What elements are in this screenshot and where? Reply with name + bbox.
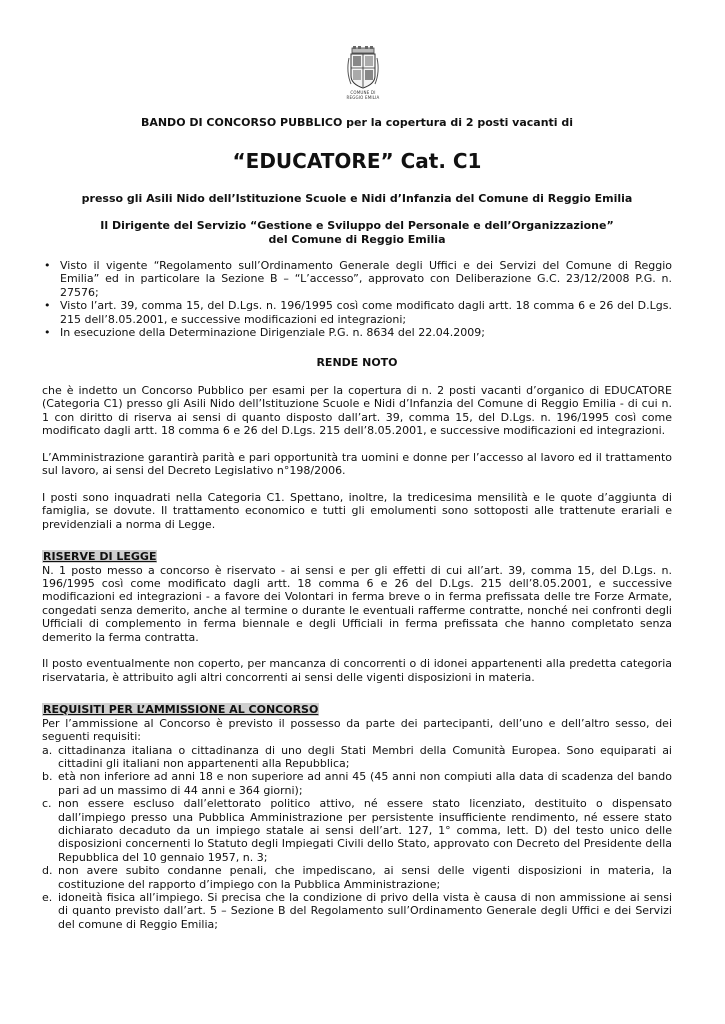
riserve-section — [42, 545, 672, 685]
item-letter: a. — [42, 743, 53, 757]
announcement-paragraph: che è indetto un Concorso Pubblico per esami per la copertura di n. 2 posti vacanti d’organico di EDUCATORE (Categoria C1) presso gli Asili Nido dell’Istituzione Scuole e Nidi d’Infanzia del Comune di Reggio Emilia - di cui n. 1 con diritto di riserva ai sensi di quanto disposto dall’art. 39, comma 15, del D.Lgs. n. 196/1995 così come modificato dagli artt. 18 comma 6 e 26 del D.Lgs. 215 dell’8.05.2001, e successive modificazioni ed integrazioni. — [42, 383, 672, 438]
municipal-coat-of-arms — [340, 46, 386, 106]
list-item — [42, 259, 672, 299]
bando-heading: BANDO DI CONCORSO PUBBLICO per la copertura di 2 posti vacanti di — [140, 116, 574, 129]
list-item — [42, 797, 672, 864]
riserve-paragraph-2: Il posto eventualmente non coperto, per mancanza di concorrenti o di idonei appartenenti alla predetta categoria riservataria, è attribuito agli altri concorrenti ai sensi delle vigenti disposizioni in materia. — [42, 657, 672, 684]
list-item — [42, 326, 672, 339]
list-item — [42, 864, 672, 891]
item-text: cittadinanza italiana o cittadinanza di uno degli Stati Membri della Comunità Europea. Sono equiparati ai cittadini gli italiani non appartenenti alla Repubblica; — [58, 743, 672, 770]
requisiti-list — [42, 744, 672, 932]
requisiti-heading: REQUISITI PER L’AMMISSIONE AL CONCORSO — [43, 702, 319, 716]
visto-text: Visto l’art. 39, comma 15, del D.Lgs. n. 196/1995 così come modificato dagli artt. 18 comma 6 e 26 del D.Lgs. 215 dell’8.05.2001, e successive modificazioni ed integrazioni; — [60, 299, 672, 326]
item-text: non avere subito condanne penali, che impediscano, ai sensi delle vigenti disposizioni in materia, la costituzione del rapporto d’impiego con la Pubblica Amministrazione; — [58, 864, 672, 891]
visto-text: Visto il vigente “Regolamento sull’Ordinamento Generale degli Uffici e dei Servizi del Comune di Reggio Emilia” ed in particolare la Sezione B – “L’accesso”, approvato con Deliberazione G.C. 23/12/2008 P.G. n. 27576; — [60, 259, 672, 299]
list-item — [42, 891, 672, 931]
item-text: non essere escluso dall’elettorato politico attivo, né essere stato licenziato, destituito o dispensato dall’impiego presso una Pubblica Amministrazione per persistente insufficiente rendimento, né essere stato dichiarato decaduto da un impiego statale ai sensi dell’art. 127, 1° comma, lett. D) del testo unico delle disposizioni concernenti lo Statuto degli Impiegati Civili dello Stato, approvato con Decreto del Presidente della Repubblica del 10 gennaio 1957, n. 3; — [58, 797, 672, 864]
riserve-heading: RISERVE DI LEGGE — [43, 549, 157, 563]
item-letter: c. — [42, 797, 52, 811]
presso-subtitle: presso gli Asili Nido dell’Istituzione Scuole e Nidi d’Infanzia del Comune di Reggio Emilia — [81, 192, 633, 205]
item-letter: b. — [42, 770, 53, 784]
requisiti-section — [42, 698, 672, 932]
document-body — [42, 116, 672, 931]
category-paragraph: I posti sono inquadrati nella Categoria C1. Spettano, inoltre, la tredicesima mensilità e le quote d’aggiunta di famiglia, se dovute. Il trattamento economico e tutti gli emolumenti sono sottoposti alle trattenute erariali e previdenziali a norma di Legge. — [42, 491, 672, 531]
dirigente-line-1: Il Dirigente del Servizio “Gestione e Sviluppo del Personale e dell’Organizzazione” — [100, 219, 614, 232]
logo-text-city: REGGIO EMILIA — [346, 95, 380, 100]
item-letter: d. — [42, 864, 53, 878]
riserve-paragraph-1: N. 1 posto messo a concorso è riservato - ai sensi e per gli effetti di cui all’art. 39, comma 15, del D.Lgs. n. 196/1995 così come modificato dagli artt. 18 comma 6 e 26 del D.Lgs. 215 dell’8.05.2001, e successive modificazioni ed integrazioni - a favore dei Volontari in ferma breve o in ferma prefissata delle tre Forze Armate, congedati senza demerito, anche al termine o durante le eventuali rafferme contratte, nonché nei confronti degli Ufficiali di complemento in ferma biennale e degli Ufficiali in ferma prefissata che hanno completato senza demerito la ferma contratta. — [42, 563, 672, 644]
equal-opportunity-paragraph: L’Amministrazione garantirà parità e pari opportunità tra uomini e donne per l’accesso al lavoro ed il trattamento sul lavoro, ai sensi del Decreto Legislativo n°198/2006. — [42, 450, 672, 478]
bullet-icon: • — [44, 326, 51, 340]
item-letter: e. — [42, 890, 53, 904]
bullet-icon: • — [44, 299, 51, 313]
item-text: età non inferiore ad anni 18 e non superiore ad anni 45 (45 anni non compiuti alla data di scadenza del bando pari ad un massimo di 44 anni e 364 giorni); — [58, 770, 672, 797]
visti-list — [42, 259, 672, 339]
dirigente-line-2: del Comune di Reggio Emilia — [268, 232, 446, 246]
visto-text: In esecuzione della Determinazione Dirigenziale P.G. n. 8634 del 22.04.2009; — [60, 326, 485, 340]
coat-of-arms-icon — [345, 46, 381, 90]
logo-text-comune: COMUNE DI — [350, 90, 376, 95]
list-item — [42, 744, 672, 771]
document-title: “EDUCATORE” Cat. C1 — [232, 149, 482, 173]
list-item — [42, 770, 672, 797]
rende-noto-heading: RENDE NOTO — [316, 356, 398, 370]
item-text: idoneità fisica all’impiego. Si precisa che la condizione di privo della vista è causa di non ammissione ai sensi di quanto previsto dall’art. 5 – Sezione B del Regolamento sull’Ordinamento Generale degli Uffici e dei Servizi del comune di Reggio Emilia; — [58, 890, 672, 931]
requisiti-intro: Per l’ammissione al Concorso è previsto il possesso da parte dei partecipanti, dell’uno e dell’altro sesso, dei seguenti requisiti: — [42, 716, 672, 744]
bullet-icon: • — [44, 259, 51, 272]
list-item — [42, 299, 672, 326]
